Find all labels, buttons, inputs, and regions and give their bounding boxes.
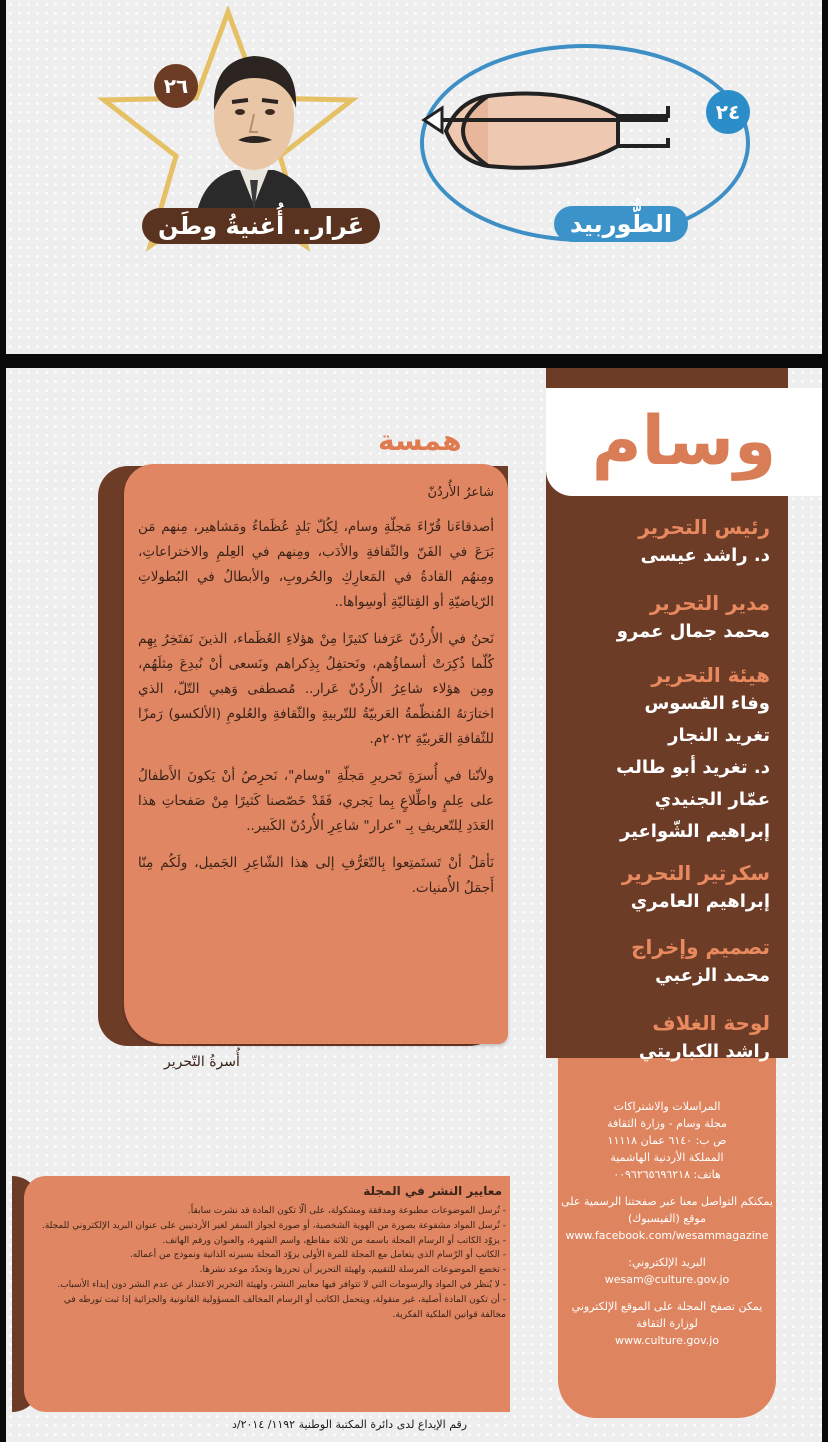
editorial-paragraph: نَحنُ في الأُردُنّ عَرَفنا كثيرًا مِنْ هؤلاءِ العُظَماء، الذينَ نَفتَخِرُ بِهِم كُلّما ذُكِرَتْ أسماؤُهم، ونَحتفِلُ بِذِكراهم ونَسعى أنْ نُبدِعَ مِثلَهُم، ومِن هؤلاء شاعِرُ الأُردُنّ عَرار.. مُصطفى وَهبي التّلّ، الذي اختارَتهُ المُنظّمةُ العَربيّةُ للتّربيةِ والثّقافةِ والعُلومِ (الألكسو) رَمزًا للثّقافةِ العَربيّةِ ٢٠٢٢م. <box>138 631 494 747</box>
credit-role: هيئة التحرير <box>651 663 770 687</box>
story-title-arar[interactable]: عَرار.. أُغنيةُ وطَن <box>142 208 380 244</box>
credit-name: تغريد النجار <box>668 725 770 746</box>
torpedo-icon[interactable] <box>418 86 680 176</box>
credit-editor-in-chief <box>638 514 770 572</box>
contacts-line: مجلة وسام - وزارة الثقافة <box>607 1117 727 1130</box>
credit-name: إبراهيم العامري <box>630 891 770 912</box>
credit-editorial-board <box>616 662 770 848</box>
email-label: البريد الإلكتروني: <box>628 1256 706 1269</box>
editorial-panel <box>6 368 822 1442</box>
criteria-item: - تُرسل الموضوعات مطبوعة ومدققة ومشكولة، على ألّا تكون المادة قد نشرت سابقاً. <box>187 1206 506 1216</box>
phone-number: هاتف: ٠٠٩٦٢٦٥٦٩٦٢١٨ <box>613 1168 721 1181</box>
criteria-item: - أن تكون المادة أصلية، غير منقولة، ويتحمل الكاتب أو الرسام المخالف المسؤولية القانونية والجزائية إذا ثبت تورطه في مخالفة قوانين الملكية الفكرية. <box>63 1294 506 1320</box>
criteria-title: معايير النشر في المجلة <box>363 1184 502 1198</box>
editorial-paragraph: ولأنّنا في أُسرَةِ تَحريرِ مَجلّةِ "وسام"، نَحرِصُ أنْ يَكونَ الأَطفالُ على عِلمٍ واطِّلاعٍ بِما يَجري، فَقَدْ خَصّصنا كَثيرًا مِنْ صَفحاتِ هذا العَدَدِ لِلتّعريفِ بِـ "عرار" شاعِرِ الأُردُنّ الكَبير.. <box>138 768 494 834</box>
credit-cover <box>639 1010 770 1068</box>
credit-role: رئيس التحرير <box>638 515 770 539</box>
story-title-torpedo[interactable]: الطُّوربيد <box>554 206 688 242</box>
contents-panel <box>6 0 822 354</box>
criteria-item: - الكاتب أو الرّسام الذي يتعامل مع المجلة للمرة الأولى يزوّد المجلة بسيرته الذاتية ونموذج من أعماله. <box>129 1250 506 1261</box>
credit-role: تصميم وإخراج <box>631 935 770 959</box>
whisper-heading: همسة <box>378 424 462 457</box>
deposit-number: رقم الإيداع لدى دائرة المكتبة الوطنية ١١٩٢/ ٢٠١٤/د <box>232 1418 468 1431</box>
credit-name: د. تغريد أبو طالب <box>616 757 770 778</box>
page-number-badge-26[interactable]: ٢٦ <box>154 64 198 108</box>
contacts-line: ص ب: ٦١٤٠ عمان ١١١١٨ <box>607 1134 727 1147</box>
criteria-item: - يزوّد الكاتب أو الرسام المجلة باسمه من ثلاثة مقاطع، واسم الشهرة، والعنوان ورقم الهاتف. <box>162 1235 506 1246</box>
criteria-item: - تخضع الموضوعات المرسلة للتقييم، ولهيئة التحرير أن تحررها وتحدّد موعد نشرها. <box>199 1265 506 1276</box>
credit-name: راشد الكباريتي <box>638 1041 770 1062</box>
magazine-logo: وسام <box>546 388 822 496</box>
credit-name: محمد الزعبي <box>655 965 770 986</box>
editorial-paragraph: أصدقاءَنا قُرّاءَ مَجلّةِ وسام، لِكُلّ بَلدٍ عُظَماءُ ومَشاهير، مِنهم مَن بَرَعَ في الفَنّ والثّقافةِ والأدَب، ومِنهم في العِلمِ والاختراعاتِ، ومِنهُم القادةُ في المَعارِكِ والحُروبِ، والأبطالُ في البُطولاتِ الرّياضيّةِ أو القِتاليّةِ أوسِواها.. <box>138 519 494 610</box>
email-link[interactable]: wesam@culture.gov.jo <box>604 1273 730 1286</box>
poet-portrait[interactable] <box>174 30 334 230</box>
contacts-title: المراسلات والاشتراكات <box>613 1100 721 1113</box>
editorial-signature: أُسرةُ التّحرير <box>164 1054 240 1070</box>
editorial-subtitle: شاعرُ الأُردُنّ <box>427 485 494 500</box>
criteria-list <box>36 1204 506 1322</box>
criteria-item: - لا يُنظر في المواد والرسومات التي لا تتوافر فيها معايير النشر، ولهيئة التحرير الاعتذار عن عدم النشر دون إبداء الأسباب. <box>57 1279 506 1290</box>
contact-info <box>558 1098 776 1349</box>
social-text: يمكنكم التواصل معنا عبر صفحتنا الرسمية على موقع (الفيسبوك) <box>561 1195 773 1225</box>
credit-design <box>631 934 770 992</box>
contacts-line: المملكة الأردنية الهاشمية <box>610 1151 724 1164</box>
facebook-link[interactable]: www.facebook.com/wesammagazine <box>565 1229 769 1242</box>
credit-name: محمد جمال عمرو <box>616 621 770 642</box>
credit-role: لوحة الغلاف <box>652 1011 770 1035</box>
editorial-paragraph: نَأمَلُ أنْ تَستَمتِعوا بِالتّعَرُّفِ إلى هذا الشّاعِرِ الجَميل، ولَكُم مِنّا أَجمَلُ الأُمنيات. <box>138 855 494 896</box>
editorial-text <box>138 480 494 913</box>
credit-name: عمّار الجنيدي <box>654 789 770 810</box>
credit-name: إبراهيم الشّواعير <box>619 821 770 842</box>
credit-role: سكرتير التحرير <box>621 861 770 885</box>
credit-secretary <box>622 860 770 918</box>
criteria-item: - تُرسل المواد مشفوعة بصورة من الهوية الشخصية، أو صورة لجواز السفر لغير الأردنيين على عنوان البريد الإلكتروني للمجلة. <box>41 1220 506 1231</box>
website-link[interactable]: www.culture.gov.jo <box>614 1334 720 1347</box>
page-number-badge-24[interactable]: ٢٤ <box>706 90 750 134</box>
credit-managing-editor <box>617 590 770 648</box>
credit-role: مدير التحرير <box>649 591 770 615</box>
credit-name: د. راشد عيسى <box>640 545 770 566</box>
credit-name: وفاء القسوس <box>644 693 770 714</box>
site-text: يمكن تصفح المجلة على الموقع الإلكتروني لوزارة الثقافة <box>571 1300 763 1330</box>
